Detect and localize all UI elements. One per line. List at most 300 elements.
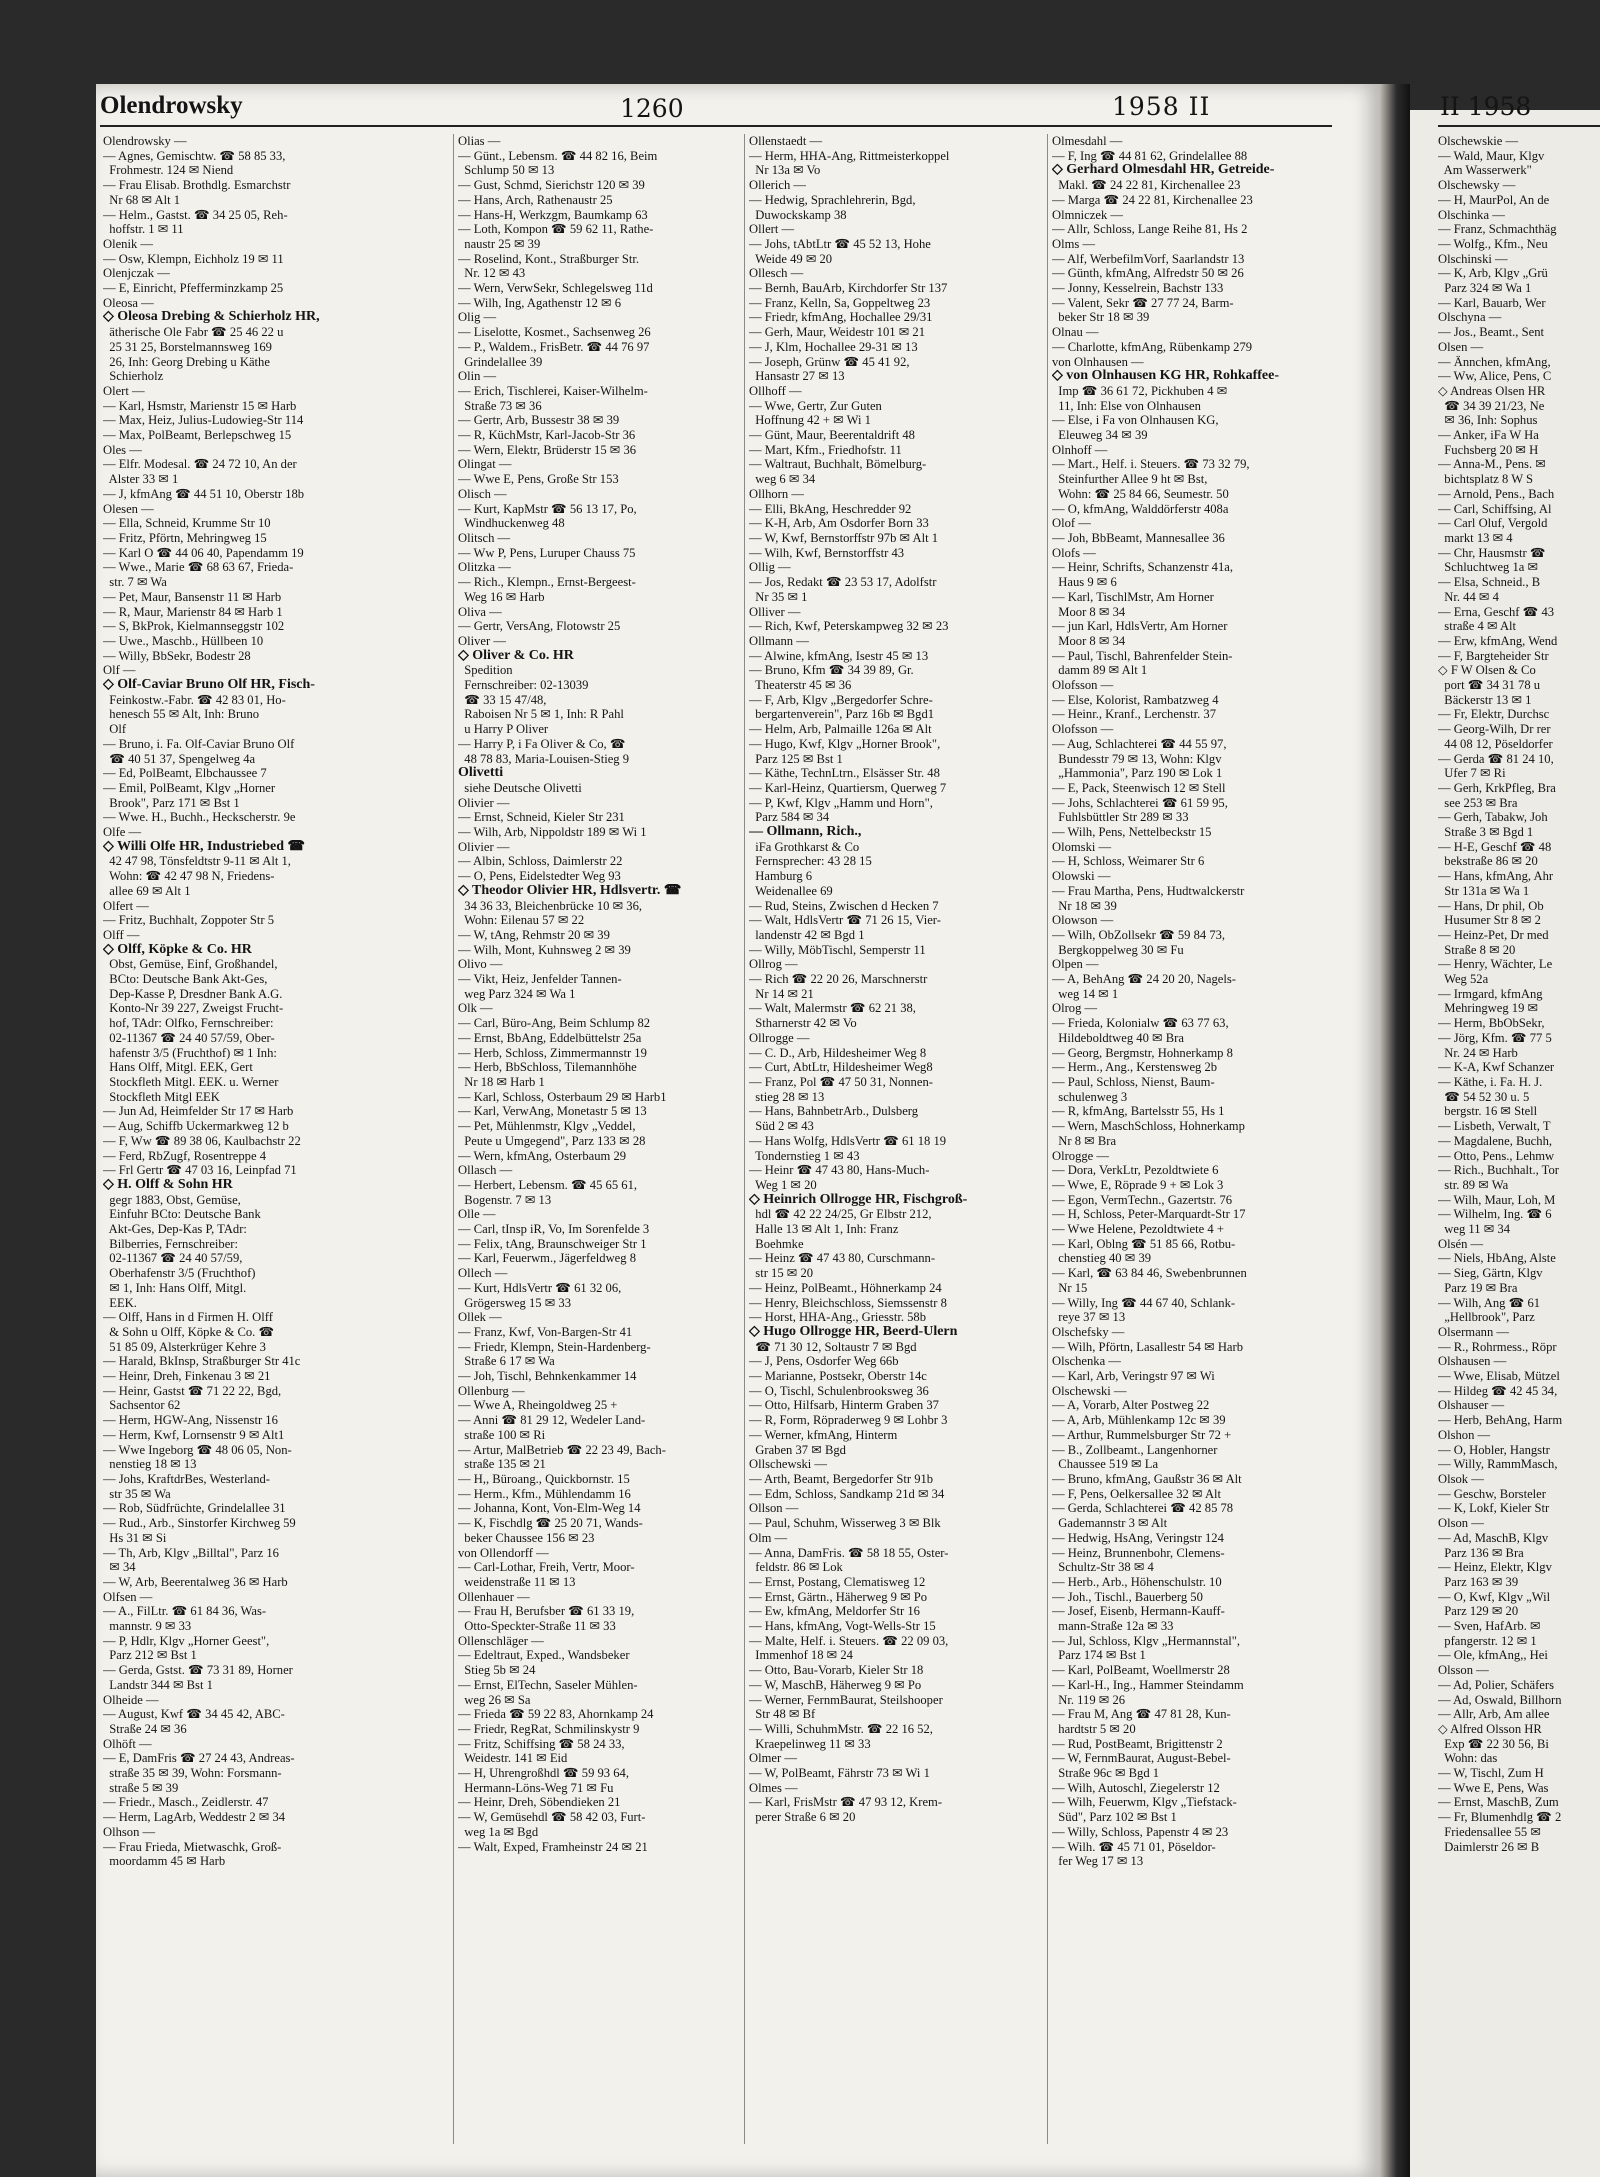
directory-line: — Ernst, ElTechn, Saseler Mühlen- <box>458 1677 638 1692</box>
directory-line: Olschefsky — <box>1052 1324 1125 1339</box>
directory-line: Nr 35 ✉ 1 <box>749 589 808 604</box>
directory-line: Süd 2 ✉ 43 <box>749 1119 814 1134</box>
directory-line: — J, Pens, Osdorfer Weg 66b <box>749 1354 899 1369</box>
directory-line: Makl. ☎ 24 22 81, Kirchenallee 23 <box>1052 178 1241 193</box>
directory-line: Olsén — <box>1438 1236 1484 1251</box>
directory-line: ☎ 54 52 30 u. 5 <box>1438 1089 1530 1104</box>
directory-line: ☎ 71 30 12, Soltaustr 7 ✉ Bgd <box>749 1339 917 1354</box>
directory-line: Olschewski — <box>1052 1383 1127 1398</box>
directory-line: — Hans-H, Werkzgm, Baumkamp 63 <box>458 207 648 222</box>
directory-line: Fuchsberg 20 ✉ H <box>1438 442 1539 457</box>
directory-line: nenstieg 18 ✉ 13 <box>103 1457 197 1472</box>
directory-line: — Günt., Lebensm. ☎ 44 82 16, Beim <box>458 148 658 163</box>
directory-line: — Heinr, Dreh, Finkenau 3 ✉ 21 <box>103 1369 271 1384</box>
directory-line: — Mart, Kfm., Friedhofstr. 11 <box>749 442 902 457</box>
directory-column-1 <box>103 134 449 2154</box>
directory-line: Schluchtweg 1a ✉ <box>1438 560 1539 575</box>
directory-line: — Helm., Gastst. ☎ 34 25 05, Reh- <box>103 207 288 222</box>
directory-line: — Agnes, Gemischtw. ☎ 58 85 33, <box>103 148 286 163</box>
directory-line: — Wilh. ☎ 45 71 01, Pöseldor- <box>1052 1839 1216 1854</box>
directory-line: Graben 37 ✉ Bgd <box>749 1442 846 1457</box>
directory-line: Fernsprecher: 43 28 15 <box>749 854 872 869</box>
directory-line: Spedition <box>458 663 513 678</box>
directory-line: Ollesch — <box>749 266 804 281</box>
directory-line: Friedensallee 55 ✉ <box>1438 1824 1541 1839</box>
directory-line: Nr. 119 ✉ 26 <box>1052 1692 1126 1707</box>
directory-line: — Fritz, Pförtn, Mehringweg 15 <box>103 530 267 545</box>
directory-line: — W, tAng, Rehmstr 20 ✉ 39 <box>458 927 610 942</box>
directory-line: weg 14 ✉ 1 <box>1052 986 1119 1001</box>
directory-line: hdl ☎ 42 22 24/25, Gr Elbstr 212, <box>749 1207 932 1222</box>
directory-line: hafenstr 3/5 (Fruchthof) ✉ 1 Inh: <box>103 1045 277 1060</box>
directory-line: — A, Vorarb, Alter Postweg 22 <box>1052 1398 1210 1413</box>
directory-line: Wohn: ☎ 42 47 98 N, Friedens- <box>103 869 275 884</box>
directory-line: — Gerh, Maur, Weidestr 101 ✉ 21 <box>749 325 925 340</box>
directory-line: Alster 33 ✉ 1 <box>103 472 179 487</box>
directory-line: str. 89 ✉ Wa <box>1438 1177 1509 1192</box>
directory-line: Olhson — <box>103 1824 156 1839</box>
directory-line: — Walt, HdlsVertr ☎ 71 26 15, Vier- <box>749 913 941 928</box>
directory-line: — Gerh, Tabakw, Joh <box>1438 810 1548 825</box>
directory-line: beker Str 18 ✉ 39 <box>1052 310 1150 325</box>
directory-line: — Karl, FrisMstr ☎ 47 93 12, Krem- <box>749 1795 943 1810</box>
directory-line: — Karl, Schloss, Osterbaum 29 ✉ Harb1 <box>458 1089 667 1104</box>
directory-line: Nr 18 ✉ Harb 1 <box>458 1075 545 1089</box>
directory-column-3 <box>749 134 1043 2154</box>
directory-line: ◇ Heinrich Ollrogge HR, Fischgroß- <box>749 1192 968 1207</box>
directory-line: Straße 73 ✉ 36 <box>458 398 542 413</box>
directory-line: — Rud, PostBeamt, Brigittenstr 2 <box>1052 1736 1223 1751</box>
directory-line: Schlump 50 ✉ 13 <box>458 163 555 178</box>
directory-line: — Wilh, Mont, Kuhnsweg 2 ✉ 39 <box>458 942 631 957</box>
directory-line: — Marianne, Postsekr, Oberstr 14c <box>749 1369 927 1384</box>
directory-line: — Franz, Schmachthäg <box>1438 222 1557 237</box>
directory-line: — Max, PolBeamt, Berlepschweg 15 <box>103 428 292 443</box>
directory-line: Straße 6 17 ✉ Wa <box>458 1354 555 1369</box>
directory-line: — F, Arb, Klgv „Bergedorfer Schre- <box>749 692 933 707</box>
directory-line: — K, Fischdlg ☎ 25 20 71, Wands- <box>458 1516 643 1531</box>
directory-line: Ollenschläger — <box>458 1633 544 1648</box>
directory-line: — Herm, HHA-Ang, Rittmeisterkoppel <box>749 148 950 163</box>
directory-line: — Hans, Arch, Rathenaustr 25 <box>458 192 613 207</box>
directory-line: Oles — <box>103 442 142 457</box>
directory-line: — Ollmann, Rich., <box>749 825 862 840</box>
directory-line: — Käthe, TechnLtrn., Elsässer Str. 48 <box>749 766 940 781</box>
directory-line: — R, Maur, Marienstr 84 ✉ Harb 1 <box>103 604 283 619</box>
directory-line: iFa Grothkarst & Co <box>749 839 860 854</box>
directory-column-4 <box>1052 134 1334 2154</box>
directory-line: — Wwe, E, Röprade 9 + ✉ Lok 3 <box>1052 1177 1224 1192</box>
directory-line: bergstr. 16 ✉ Stell <box>1438 1104 1538 1119</box>
directory-line: — Ad, MaschB, Klgv <box>1438 1530 1549 1545</box>
directory-line: Nr. 44 ✉ 4 <box>1438 589 1499 604</box>
directory-line: — Heinz, Elektr, Klgv <box>1438 1560 1552 1575</box>
directory-line: Olhöft — <box>103 1736 152 1751</box>
directory-line: — Wwe, Gertr, Zur Guten <box>749 398 882 413</box>
directory-line: — Rud, Steins, Zwischen d Hecken 7 <box>749 898 939 913</box>
directory-line: pfangerstr. 12 ✉ 1 <box>1438 1633 1537 1648</box>
directory-line: str. 7 ✉ Wa <box>103 575 167 590</box>
directory-line: — Käthe, i. Fa. H. J. <box>1438 1075 1543 1089</box>
directory-line: Ollhorn — <box>749 486 804 501</box>
directory-line: Olmes — <box>749 1780 798 1795</box>
directory-line: — Helm, Arb, Palmaille 126a ✉ Alt <box>749 722 932 737</box>
directory-line: Olin — <box>458 369 497 384</box>
directory-line: Olofs — <box>1052 545 1096 560</box>
directory-line: — Werner, kfmAng, Hinterm <box>749 1427 898 1442</box>
directory-line: Weidestr. 141 ✉ Eid <box>458 1751 568 1766</box>
directory-line: — O, Hobler, Hangstr <box>1438 1442 1550 1457</box>
directory-line: — Karl, Feuerwm., Jägerfeldweg 8 <box>458 1251 637 1266</box>
directory-line: — Malte, Helf. i. Steuers. ☎ 22 09 03, <box>749 1633 949 1648</box>
directory-line: — Karl, Arb, Veringstr 97 ✉ Wi <box>1052 1369 1215 1384</box>
directory-line: — Carl-Lothar, Freih, Vertr, Moor- <box>458 1560 635 1575</box>
directory-line: — H, Uhrengroßhdl ☎ 59 93 64, <box>458 1766 629 1781</box>
directory-line: Halle 13 ✉ Alt 1, Inh: Franz <box>749 1222 899 1237</box>
directory-line: — P, Kwf, Klgv „Hamm und Horn", <box>749 795 933 810</box>
directory-line: Olenik — <box>103 236 154 251</box>
directory-line: — Heinr., Kranf., Lerchenstr. 37 <box>1052 707 1217 722</box>
directory-line: Landstr 344 ✉ Bst 1 <box>103 1677 213 1692</box>
directory-line: — J, kfmAng ☎ 44 51 10, Oberstr 18b <box>103 486 305 501</box>
directory-line: str 15 ✉ 20 <box>749 1266 814 1281</box>
directory-line: — Karl O ☎ 44 06 40, Papendamm 19 <box>103 545 304 560</box>
directory-line: — Karl, Bauarb, Wer <box>1438 295 1546 310</box>
directory-line: weg 11 ✉ 34 <box>1438 1222 1510 1237</box>
directory-line: ◇ Olff, Köpke & Co. HR <box>103 942 252 957</box>
directory-line: — Herm, BbObSekr, <box>1438 1016 1545 1031</box>
directory-line: Parz 324 ✉ Wa 1 <box>1438 281 1532 296</box>
directory-line: — F, Ww ☎ 89 38 06, Kaulbachstr 22 <box>103 1133 301 1148</box>
directory-line: — Olff, Hans in d Firmen H. Olff <box>103 1310 273 1325</box>
directory-line: mann-Straße 12a ✉ 33 <box>1052 1619 1174 1634</box>
directory-line: — Hedwig, Sprachlehrerin, Bgd, <box>749 192 916 207</box>
directory-line: — Ww, Alice, Pens, C <box>1438 369 1552 384</box>
directory-line: markt 13 ✉ 4 <box>1438 530 1513 545</box>
directory-line: Weidenallee 69 <box>749 883 833 898</box>
directory-line: straße 35 ✉ 39, Wohn: Forsmann- <box>103 1766 282 1781</box>
directory-line: Olof — <box>1052 516 1091 531</box>
directory-line: — Elli, BkAng, Heschredder 92 <box>749 501 912 516</box>
directory-line: bichtsplatz 8 W S <box>1438 472 1534 487</box>
directory-line: — Johanna, Kont, Von-Elm-Weg 14 <box>458 1501 641 1516</box>
directory-line: — Wwe Ingeborg ☎ 48 06 05, Non- <box>103 1442 292 1457</box>
directory-line: Olowson — <box>1052 913 1114 928</box>
directory-line: — Else, i Fa von Olnhausen KG, <box>1052 413 1219 428</box>
directory-line: Nr 14 ✉ 21 <box>749 986 814 1001</box>
directory-line: — Wwe A, Rheingoldweg 25 + <box>458 1398 618 1413</box>
directory-line: — Franz, Kwf, Von-Bargen-Str 41 <box>458 1324 633 1339</box>
directory-line: — C. D., Arb, Hildesheimer Weg 8 <box>749 1045 927 1060</box>
directory-line: — E, Einricht, Pfefferminzkamp 25 <box>103 281 284 296</box>
directory-line: — Franz, Pol ☎ 47 50 31, Nonnen- <box>749 1075 933 1089</box>
directory-line: von Olnhausen — <box>1052 354 1144 369</box>
column-separator <box>1047 134 1048 2144</box>
directory-line: Daimlerstr 26 ✉ B <box>1438 1839 1540 1854</box>
directory-line: — Willi, SchuhmMstr. ☎ 22 16 52, <box>749 1721 933 1736</box>
directory-line: — Fr, Blumenhdlg ☎ 2 <box>1438 1810 1562 1825</box>
directory-line: Ollek — <box>458 1310 502 1325</box>
directory-line: — Otto, Pens., Lehmw <box>1438 1148 1555 1163</box>
directory-line: weg 1a ✉ Bgd <box>458 1824 539 1839</box>
directory-line: Olowski — <box>1052 869 1111 884</box>
directory-line: — Johs, tAbtLtr ☎ 45 52 13, Hohe <box>749 236 931 251</box>
directory-line: Schultz-Str 38 ✉ 4 <box>1052 1560 1154 1575</box>
directory-line: — Wern, kfmAng, Osterbaum 29 <box>458 1148 627 1163</box>
directory-line: — Bernh, BauArb, Kirchdorfer Str 137 <box>749 281 948 296</box>
directory-line: — Wilh, Maur, Loh, M <box>1438 1192 1556 1207</box>
running-head-year: 1958 II <box>1112 92 1211 121</box>
directory-line: — Jonny, Kesselrein, Bachstr 133 <box>1052 281 1224 296</box>
directory-line: hardtstr 5 ✉ 20 <box>1052 1721 1136 1736</box>
directory-line: — Frau Frieda, Mietwaschk, Groß- <box>103 1839 282 1854</box>
directory-line: — Gerda, Gstst. ☎ 73 31 89, Horner <box>103 1663 293 1678</box>
directory-line: — Valent, Sekr ☎ 27 77 24, Barm- <box>1052 295 1234 310</box>
directory-line: — Rud., Arb., Sinstorfer Kirchweg 59 <box>103 1516 296 1531</box>
directory-line: Ollenburg — <box>458 1383 525 1398</box>
directory-line: — Alwine, kfmAng, Isestr 45 ✉ 13 <box>749 648 929 663</box>
directory-line: Ollhoff — <box>749 383 802 398</box>
directory-line: Ollson — <box>749 1501 799 1516</box>
directory-line: weg Parz 324 ✉ Wa 1 <box>458 986 576 1001</box>
directory-line: Hermann-Löns-Weg 71 ✉ Fu <box>458 1780 614 1795</box>
directory-line: — Magdalene, Buchh, <box>1438 1133 1553 1148</box>
directory-line: ◇ Hugo Ollrogge HR, Beerd-Ulern <box>749 1324 958 1339</box>
directory-line: Wohn: das <box>1438 1751 1498 1766</box>
directory-line: Stieg 5b ✉ 24 <box>458 1663 536 1678</box>
directory-line: landenstr 42 ✉ Bgd 1 <box>749 927 865 942</box>
directory-line: — Harald, BkInsp, Straßburger Str 41c <box>103 1354 301 1369</box>
directory-line: 42 47 98, Tönsfeldtstr 9-11 ✉ Alt 1, <box>103 854 291 869</box>
directory-line: hoffstr. 1 ✉ 11 <box>103 222 184 237</box>
directory-line: weg 6 ✉ 34 <box>749 472 816 487</box>
directory-line: — Walt, Malermstr ☎ 62 21 38, <box>749 1001 916 1016</box>
directory-line: Olenjczak — <box>103 266 170 281</box>
directory-line: Olitzka — <box>458 560 511 575</box>
directory-line: — Anna-M., Pens. ✉ <box>1438 457 1546 472</box>
directory-line: — Werner, FernmBaurat, Steilshooper <box>749 1692 943 1707</box>
directory-line: Ollenstaedt — <box>749 134 823 148</box>
directory-line: ◇ Oleosa Drebing & Schierholz HR, <box>103 310 320 325</box>
directory-line: schulenweg 3 <box>1052 1089 1128 1104</box>
directory-line: — Roselind, Kont., Straßburger Str. <box>458 251 639 266</box>
directory-line: ✉ 36, Inh: Sophus <box>1438 413 1538 428</box>
directory-line: — Rich., Klempn., Ernst-Bergeest- <box>458 575 636 590</box>
directory-line: — Rich ☎ 22 20 26, Marschnerstr <box>749 972 928 987</box>
directory-line: — jun Karl, HdlsVertr, Am Horner <box>1052 619 1228 634</box>
directory-line: — Alf, WerbefilmVorf, Saarlandstr 13 <box>1052 251 1245 266</box>
directory-line: Olschyna — <box>1438 310 1502 325</box>
directory-line: — Carl Oluf, Vergold <box>1438 516 1548 531</box>
column-separator <box>453 134 454 2144</box>
directory-line: — Wwe. H., Buchh., Heckscherstr. 9e <box>103 810 296 825</box>
directory-line: Imp ☎ 36 61 72, Pickhuben 4 ✉ <box>1052 383 1228 398</box>
directory-line: — Herb, BehAng, Harm <box>1438 1413 1563 1428</box>
directory-line: Olivier — <box>458 839 510 854</box>
directory-line: Parz 19 ✉ Bra <box>1438 1280 1518 1295</box>
directory-line: Parz 212 ✉ Bst 1 <box>103 1648 197 1663</box>
directory-line: — Johs, Schlachterei ☎ 61 59 95, <box>1052 795 1228 810</box>
directory-line: — Friedr., Masch., Zeidlerstr. 47 <box>103 1795 269 1810</box>
directory-line: — H, MaurPol, An de <box>1438 192 1550 207</box>
directory-line: Oleosa — <box>103 295 154 310</box>
directory-line: — Bruno, kfmAng, Gaußstr 36 ✉ Alt <box>1052 1471 1242 1486</box>
directory-line: Parz 129 ✉ 20 <box>1438 1604 1519 1619</box>
directory-line: Tondernstieg 1 ✉ 43 <box>749 1148 860 1163</box>
directory-line: Chaussee 519 ✉ La <box>1052 1457 1159 1472</box>
directory-line: Nr. 24 ✉ Harb <box>1438 1045 1518 1060</box>
directory-line: Olfsen — <box>103 1589 153 1604</box>
directory-line: Ollerich — <box>749 178 807 193</box>
directory-line: Brook", Parz 171 ✉ Bst 1 <box>103 795 240 810</box>
directory-line: — Carl, tInsp iR, Vo, Im Sorenfelde 3 <box>458 1222 650 1237</box>
directory-line: Peute u Umgegend", Parz 133 ✉ 28 <box>458 1133 646 1148</box>
directory-line: — Wern, Elektr, Brüderstr 15 ✉ 36 <box>458 442 637 457</box>
directory-line: „Hellbrook", Parz <box>1438 1310 1535 1325</box>
directory-line: — P, Hdlr, Klgv „Horner Geest", <box>103 1633 270 1648</box>
directory-line: — Edm, Schloss, Sandkamp 21d ✉ 34 <box>749 1486 945 1501</box>
directory-line: Straße 96c ✉ Bgd 1 <box>1052 1766 1160 1781</box>
directory-line: — Ferd, RbZugf, Rosentreppe 4 <box>103 1148 266 1163</box>
directory-line: — Aug, Schlachterei ☎ 44 55 97, <box>1052 736 1227 751</box>
directory-line: Olsok — <box>1438 1471 1484 1486</box>
directory-line: Olivier — <box>458 795 510 810</box>
directory-line: — Herm, LagArb, Weddestr 2 ✉ 34 <box>103 1810 286 1825</box>
directory-line: — Ww P, Pens, Luruper Chauss 75 <box>458 545 636 560</box>
directory-line: EEK. <box>103 1295 137 1310</box>
directory-line: — Günth, kfmAng, Alfredstr 50 ✉ 26 <box>1052 266 1244 281</box>
directory-line: gegr 1883, Obst, Gemüse, <box>103 1192 241 1207</box>
directory-line: ätherische Ole Fabr ☎ 25 46 22 u <box>103 325 284 340</box>
directory-line: — Else, Kolorist, Rambatzweg 4 <box>1052 692 1219 707</box>
directory-line: Nr. 12 ✉ 43 <box>458 266 526 281</box>
directory-line: — Ed, PolBeamt, Elbchaussee 7 <box>103 766 267 781</box>
directory-line: — Karl, Oblng ☎ 51 85 66, Rotbu- <box>1052 1236 1236 1251</box>
directory-line: — Anna, DamFris. ☎ 58 18 55, Oster- <box>749 1545 949 1560</box>
directory-line: — Elfr. Modesal. ☎ 24 72 10, An der <box>103 457 297 472</box>
directory-line: — Ole, kfmAng,, Hei <box>1438 1648 1548 1663</box>
page-number: 1260 <box>620 94 684 123</box>
directory-line: — Günt, Maur, Beerentaldrift 48 <box>749 428 915 443</box>
directory-line: damm 89 ✉ Alt 1 <box>1052 663 1148 678</box>
directory-line: BCto: Deutsche Bank Akt-Ges, <box>103 972 268 987</box>
directory-line: — Hans, BahnbetrArb., Dulsberg <box>749 1104 919 1119</box>
directory-line: Wohn: ☎ 25 84 66, Seumestr. 50 <box>1052 486 1229 501</box>
directory-line: — J, Klm, Hochallee 29-31 ✉ 13 <box>749 339 918 354</box>
directory-line: Olschinski — <box>1438 251 1508 266</box>
directory-line: — Karl-Heinz, Quartiersm, Querweg 7 <box>749 780 947 795</box>
directory-line: Einfuhr BCto: Deutsche Bank <box>103 1207 261 1222</box>
directory-line: beker Chaussee 156 ✉ 23 <box>458 1530 595 1545</box>
directory-line: Parz 163 ✉ 39 <box>1438 1574 1519 1589</box>
directory-line: — Erna, Geschf ☎ 43 <box>1438 604 1555 619</box>
directory-line: ☎ 40 51 37, Spengelweg 4a <box>103 751 256 766</box>
directory-line: — Egon, VermTechn., Gazertstr. 76 <box>1052 1192 1233 1207</box>
directory-line: — Fr, Elektr, Durchsc <box>1438 707 1550 722</box>
directory-line: Ollrogge — <box>749 1030 810 1045</box>
directory-line: Stockfleth Mitgl. EEK. u. Werner <box>103 1075 279 1089</box>
directory-line: Akt-Ges, Dep-Kas P, TAdr: <box>103 1222 247 1237</box>
directory-line: — Herm, Kwf, Lornsenstr 9 ✉ Alt1 <box>103 1427 285 1442</box>
directory-line: Exp ☎ 22 30 56, Bi <box>1438 1736 1549 1751</box>
directory-line: — Loth, Kompon ☎ 59 62 11, Rathe- <box>458 222 654 237</box>
directory-line: Olfert — <box>103 898 149 913</box>
directory-line: — Georg-Wilh, Dr rer <box>1438 722 1551 737</box>
directory-line: — F, Pens, Oelkersallee 32 ✉ Alt <box>1052 1486 1222 1501</box>
directory-line: — Karl, VerwAng, Monetastr 5 ✉ 13 <box>458 1104 647 1119</box>
directory-line: — K-H, Arb, Am Osdorfer Born 33 <box>749 516 929 531</box>
directory-line: — Irmgard, kfmAng <box>1438 986 1543 1001</box>
directory-line: — Wolfg., Kfm., Neu <box>1438 236 1548 251</box>
directory-line: Olschinka — <box>1438 207 1505 222</box>
directory-line: reye 37 ✉ 13 <box>1052 1310 1126 1325</box>
directory-line: Olitsch — <box>458 530 511 545</box>
directory-line: — Frl Gertr ☎ 47 03 16, Leinpfad 71 <box>103 1163 297 1178</box>
directory-line: — B., Zollbeamt., Langenhorner <box>1052 1442 1218 1457</box>
directory-line: Oliva — <box>458 604 502 619</box>
directory-line: ◇ Andreas Olsen HR <box>1438 383 1546 398</box>
directory-line: u Harry P Oliver <box>458 722 549 737</box>
directory-line: — Willy, MöbTischl, Semperstr 11 <box>749 942 926 957</box>
directory-line: Olf <box>103 722 127 737</box>
directory-line: henesch 55 ✉ Alt, Inh: Bruno <box>103 707 260 722</box>
directory-line: Wohn: Eilenau 57 ✉ 22 <box>458 913 585 928</box>
directory-line: Bilberries, Fernschreiber: <box>103 1236 238 1251</box>
directory-line: straße 5 ✉ 39 <box>103 1780 179 1795</box>
directory-line: — Arth, Beamt, Bergedorfer Str 91b <box>749 1471 934 1486</box>
directory-line: — H,, Büroang., Quickbornstr. 15 <box>458 1471 630 1486</box>
directory-line: Eleuweg 34 ✉ 39 <box>1052 428 1148 443</box>
directory-line: Moor 8 ✉ 34 <box>1052 604 1126 619</box>
directory-line: — Bruno, Kfm ☎ 34 39 89, Gr. <box>749 663 914 678</box>
directory-line: — Heinz ☎ 47 43 80, Curschmann- <box>749 1251 936 1266</box>
directory-line: — Willy, Ing ☎ 44 67 40, Schlank- <box>1052 1295 1236 1310</box>
directory-line: Bergkoppelweg 30 ✉ Fu <box>1052 942 1184 957</box>
directory-line: — Kurt, HdlsVertr ☎ 61 32 06, <box>458 1280 622 1295</box>
directory-line: — R, KüchMstr, Karl-Jacob-Str 36 <box>458 428 636 443</box>
directory-line: — Niels, HbAng, Alste <box>1438 1251 1556 1266</box>
directory-line: — Heinr, Dreh, Söbendieken 21 <box>458 1795 621 1810</box>
directory-line: Olms — <box>1052 236 1096 251</box>
directory-line: — P., Waldem., FrisBetr. ☎ 44 76 97 <box>458 339 650 354</box>
directory-line: Olsermann — <box>1438 1324 1509 1339</box>
directory-line: perer Straße 6 ✉ 20 <box>749 1810 856 1825</box>
directory-line: Parz 584 ✉ 34 <box>749 810 830 825</box>
directory-line: — Wilh, Ing, Agathenstr 12 ✉ 6 <box>458 295 622 310</box>
directory-line: Olmesdahl — <box>1052 134 1123 148</box>
directory-line: — Fritz, Buchhalt, Zoppoter Str 5 <box>103 913 275 928</box>
directory-line: bekstraße 86 ✉ 20 <box>1438 854 1538 869</box>
directory-line: — Osw, Klempn, Eichholz 19 ✉ 11 <box>103 251 284 266</box>
directory-line: — Aug, Schiffb Uckermarkweg 12 b <box>103 1119 289 1134</box>
directory-line: straße 4 ✉ Alt <box>1438 619 1517 634</box>
directory-line: — A., FilLtr. ☎ 61 84 36, Was- <box>103 1604 267 1619</box>
directory-line: — Wilh, Pens, Nettelbeckstr 15 <box>1052 825 1212 840</box>
directory-line: — Erw, kfmAng, Wend <box>1438 633 1558 648</box>
directory-line: Olm — <box>749 1530 788 1545</box>
directory-line: — Henry, Bleichschloss, Siemssenstr 8 <box>749 1295 947 1310</box>
directory-line: Ollrog — <box>749 957 798 972</box>
directory-line: Olendrowsky — <box>103 134 187 148</box>
directory-line: Nr 13a ✉ Vo <box>749 163 821 178</box>
directory-line: Hansastr 27 ✉ 13 <box>749 369 845 384</box>
directory-line: fer Weg 17 ✉ 13 <box>1052 1854 1144 1869</box>
directory-line: — H, Schloss, Peter-Marquardt-Str 17 <box>1052 1207 1246 1222</box>
directory-line: 34 36 33, Bleichenbrücke 10 ✉ 36, <box>458 898 643 913</box>
directory-line: von Ollendorff — <box>458 1545 549 1560</box>
directory-line: — W, FernmBaurat, August-Bebel- <box>1052 1751 1231 1766</box>
directory-line: — R, Form, Röpraderweg 9 ✉ Lohbr 3 <box>749 1413 948 1428</box>
